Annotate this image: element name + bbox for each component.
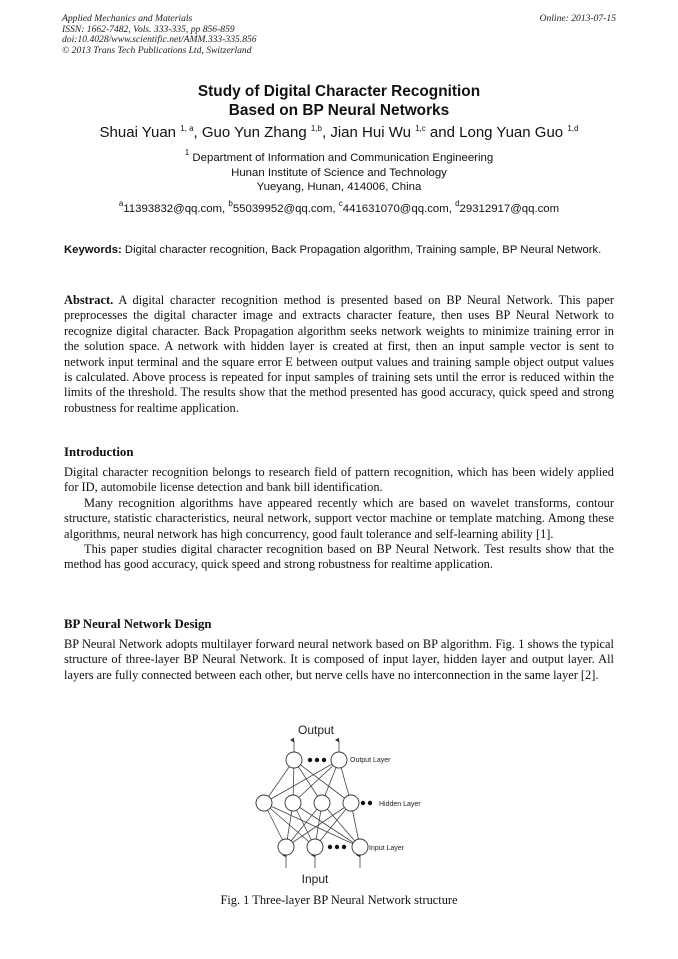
- email-sup: c: [338, 199, 343, 208]
- ellipsis-dot: [368, 801, 372, 805]
- email-separator: ,: [332, 203, 339, 215]
- author-separator: ,: [321, 124, 331, 141]
- input-layer-label: Input Layer: [369, 845, 405, 852]
- email-address[interactable]: 11393832@qq.com: [123, 203, 223, 215]
- keywords-label: Keywords:: [64, 244, 122, 256]
- author-separator: ,: [193, 124, 202, 141]
- email-sup: a: [118, 199, 124, 208]
- author-name: Jian Hui Wu: [330, 124, 411, 141]
- hidden-neuron: [314, 795, 330, 811]
- introduction-paragraph-2: Many recognition algorithms have appeared recently which are based on wavelet transforms, contour structure, statistic characteristics, neural network, support vector machine or template matching. Among these algorithms, neural network has high concurrency, good fault tolerance and self-learning ability [1].: [64, 495, 614, 541]
- output-neuron: [286, 752, 302, 768]
- ellipsis-dot: [308, 758, 312, 762]
- keywords: [64, 243, 614, 257]
- bp-design-body: [64, 637, 614, 683]
- author-sup: 1,b: [310, 124, 322, 133]
- email-list: [62, 199, 616, 216]
- doi-line: doi:10.4028/www.scientific.net/AMM.333-335.856: [62, 34, 257, 46]
- ellipsis-dot: [315, 758, 319, 762]
- author-sup: 1,c: [415, 124, 426, 133]
- affiliation-sup: 1: [184, 148, 190, 157]
- introduction-paragraph-3: This paper studies digital character recognition based on BP Neural Network. Test results show that the method has good accuracy, quick speed and strong robustness for realtime application.: [64, 542, 614, 572]
- author-separator: and: [425, 124, 460, 141]
- copyright-line: © 2013 Trans Tech Publications Ltd, Switzerland: [62, 44, 252, 56]
- hidden-neuron: [343, 795, 359, 811]
- abstract-label: Abstract.: [64, 293, 114, 307]
- issn-line: ISSN: 1662-7482, Vols. 333-335, pp 856-859: [62, 23, 235, 35]
- author-name: Long Yuan Guo: [459, 124, 564, 141]
- network-diagram: [238, 720, 448, 890]
- author-sup: 1, a: [180, 124, 194, 133]
- keywords-text: Digital character recognition, Back Propagation algorithm, Training sample, BP Neural Network.: [121, 244, 602, 256]
- title-line-2: Based on BP Neural Networks: [228, 102, 450, 119]
- email-sup: b: [228, 199, 233, 208]
- bp-design-paragraph-1: BP Neural Network adopts multilayer forward neural network based on BP algorithm. Fig. 1 shows the typical structure of three-layer BP Neural Network. It is composed of input layer, hidden layer and output layer. All layers are fully connected between each other, but nerve cells have no interconnection in the same layer [2].: [64, 637, 614, 682]
- ellipsis-dot: [328, 845, 332, 849]
- hidden-neuron: [285, 795, 301, 811]
- introduction-paragraph-1: Digital character recognition belongs to research field of pattern recognition, which has been widely applied for ID, automobile license detection and bank bill identification.: [64, 465, 614, 495]
- introduction-body: [64, 465, 614, 573]
- abstract: [64, 293, 614, 416]
- email-separator: ,: [448, 203, 456, 215]
- journal-header: [62, 14, 616, 56]
- email-separator: ,: [222, 203, 229, 215]
- journal-name: Applied Mechanics and Materials: [62, 13, 193, 24]
- input-neuron: [278, 839, 294, 855]
- figure-caption: Fig. 1 Three-layer BP Neural Network structure: [220, 893, 458, 907]
- paper-title: [62, 82, 616, 120]
- output-layer-label: Output Layer: [350, 757, 391, 764]
- affiliation-line-1: Department of Information and Communication Engineering: [192, 152, 494, 164]
- author-list: [40, 124, 638, 142]
- input-neuron: [307, 839, 323, 855]
- input-neuron: [352, 839, 368, 855]
- output-neuron: [331, 752, 347, 768]
- email-address[interactable]: 441631070@qq.com: [342, 203, 449, 215]
- title-line-1: Study of Digital Character Recognition: [197, 83, 481, 100]
- author-name: Guo Yun Zhang: [201, 124, 307, 141]
- input-label: Input: [301, 872, 329, 886]
- affiliation: [62, 148, 616, 195]
- affiliation-line-3: Yueyang, Hunan, 414006, China: [256, 181, 422, 194]
- ellipsis-dot: [361, 801, 365, 805]
- affiliation-line-2: Hunan Institute of Science and Technology: [231, 166, 447, 179]
- output-label: Output: [297, 723, 335, 737]
- ellipsis-dot: [322, 758, 326, 762]
- ellipsis-dot: [335, 845, 339, 849]
- email-sup: d: [455, 199, 460, 208]
- abstract-text: A digital character recognition method is presented based on BP Neural Network. This paper preprocesses the digital character image and extracts character feature, then uses BP Neural Network to recognize digital character. Back Propagation algorithm seeks network weights to minimize training error in the solution space. A network with hidden layer is created at first, then an input sample vector is sent to network input terminal and the square error E between output values and training sample object output values is calculated. Above process is repeated for input samples of training sets until the error is reduced within the limits of the threshold. The results show that the method presented has good accuracy, quick speed and strong robustness for realtime application.: [64, 293, 614, 415]
- email-address[interactable]: 29312917@qq.com: [459, 203, 560, 215]
- author-name: Shuai Yuan: [99, 124, 177, 141]
- hidden-layer-label: Hidden Layer: [379, 801, 421, 808]
- hidden-neuron: [256, 795, 272, 811]
- section-title-introduction: Introduction: [64, 445, 134, 459]
- ellipsis-dot: [342, 845, 346, 849]
- online-date: Online: 2013-07-15: [539, 13, 616, 24]
- section-title-bp-design: BP Neural Network Design: [64, 617, 212, 631]
- email-address[interactable]: 55039952@qq.com: [232, 203, 333, 215]
- author-sup: 1,d: [567, 124, 579, 133]
